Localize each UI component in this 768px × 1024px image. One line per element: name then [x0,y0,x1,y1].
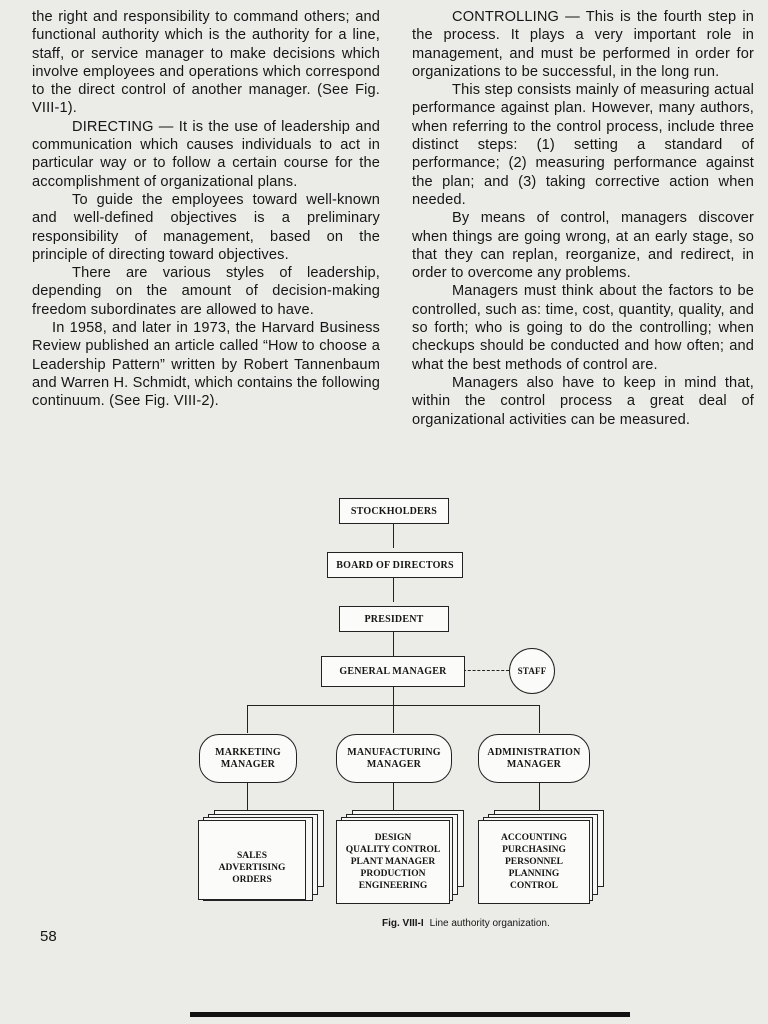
marketing-items-box [198,820,306,900]
manufacturing-items-box [336,820,450,904]
bottom-divider [190,1012,630,1017]
marketing-item: ADVERTISING [218,863,286,873]
marketing-item: SALES [236,851,268,861]
connector-line [247,781,248,811]
figure-label: Fig. VIII-I [382,918,424,929]
marketing-manager-box [199,734,297,783]
right-paragraph-controlling: CONTROLLING — This is the fourth step in the process. It plays a very important role in management, and must be performed in order for organizations to be successful, in the long run. [412,9,754,80]
connector-line [393,576,394,602]
manufacturing-label: MANUFACTURING [347,746,441,758]
left-paragraph-1: the right and responsibility to command others; and functional authority which is the authority for a line, staff, or service manager to make decisions which involve employees and operations which correspond to the direct control of another manager. (See Fig. VIII-1). [32,9,380,117]
administration-item: CONTROL [509,881,559,891]
manufacturing-manager-box [336,734,452,783]
left-paragraph-4: There are various styles of leadership, depending on the amount of decision-making freedom subordinates are allowed to have. [32,265,380,318]
figure-caption [382,918,550,929]
manufacturing-item: PRODUCTION [360,869,426,879]
manager-label: MANAGER [220,758,276,770]
right-paragraph-4: Managers must think about the factors to be controlled, such as: time, cost, quantity, quality, and so forth; who is going to do the controlling; when checkups should be conducted and how often; and what the best methods of control are. [412,283,754,373]
stockholders-box: STOCKHOLDERS [339,498,449,524]
administration-item: ACCOUNTING [501,833,567,843]
org-chart [190,490,610,910]
administration-item: PURCHASING [502,845,566,855]
administration-items-box [478,820,590,904]
board-of-directors-box: BOARD OF DIRECTORS [327,552,463,578]
connector-line [393,685,394,705]
staff-circle: STAFF [509,648,555,694]
connector-line [393,705,394,733]
connector-line [393,630,394,656]
figure-caption-text: Line authority organization. [429,918,550,929]
right-paragraph-2: This step consists mainly of measuring actual performance against plan. However, many authors, when referring to the control process, include three distinct steps: (1) setting a standard of performance; (2) measuring performance against the plan; and (3) taking corrective action when needed. [412,82,754,208]
connector-line [539,705,540,733]
administration-label: ADMINISTRATION [487,746,581,758]
connector-line [393,522,394,548]
administration-item: PERSONNEL [504,857,564,867]
administration-item: PLANNING [508,869,560,879]
right-paragraph-5: Managers also have to keep in mind that, within the control process a great deal of organizational activities can be measured. [412,374,754,428]
left-text-column [32,8,380,411]
right-paragraph-3: By means of control, managers discover when things are going wrong, at an early stage, so that they can replan, reorganize, and redirect, in order to overcome any problems. [412,210,754,282]
general-manager-box: GENERAL MANAGER [321,656,465,687]
manager-label: MANAGER [506,758,562,770]
manufacturing-item: PLANT MANAGER [350,857,436,867]
marketing-label: MARKETING [215,746,281,758]
connector-line [393,781,394,811]
left-paragraph-3: To guide the employees toward well-known and well-defined objectives is a preliminary responsibility of management, based on the principle of directing toward objectives. [32,191,380,263]
staff-dashed-line [463,670,509,671]
connector-line [247,705,248,733]
manufacturing-item: QUALITY CONTROL [345,845,441,855]
marketing-item: ORDERS [232,875,272,885]
left-paragraph-5: In 1958, and later in 1973, the Harvard Business Review published an article called “How to choose a Leadership Pattern” written by Robert Tannenbaum and Warren H. Schmidt, which contains the following continuum. (See Fig. VIII-2). [32,320,380,410]
page-number: 58 [40,928,57,945]
president-box: PRESIDENT [339,606,449,632]
connector-line [539,781,540,811]
manufacturing-item: ENGINEERING [358,881,428,891]
administration-manager-box [478,734,590,783]
right-text-column [412,8,754,429]
manager-label: MANAGER [366,758,422,770]
manufacturing-item: DESIGN [374,833,412,843]
left-paragraph-directing: DIRECTING — It is the use of leadership and communication which causes individuals to act in particular way or to follow a certain course for the accomplishment of organizational plans. [32,118,380,190]
